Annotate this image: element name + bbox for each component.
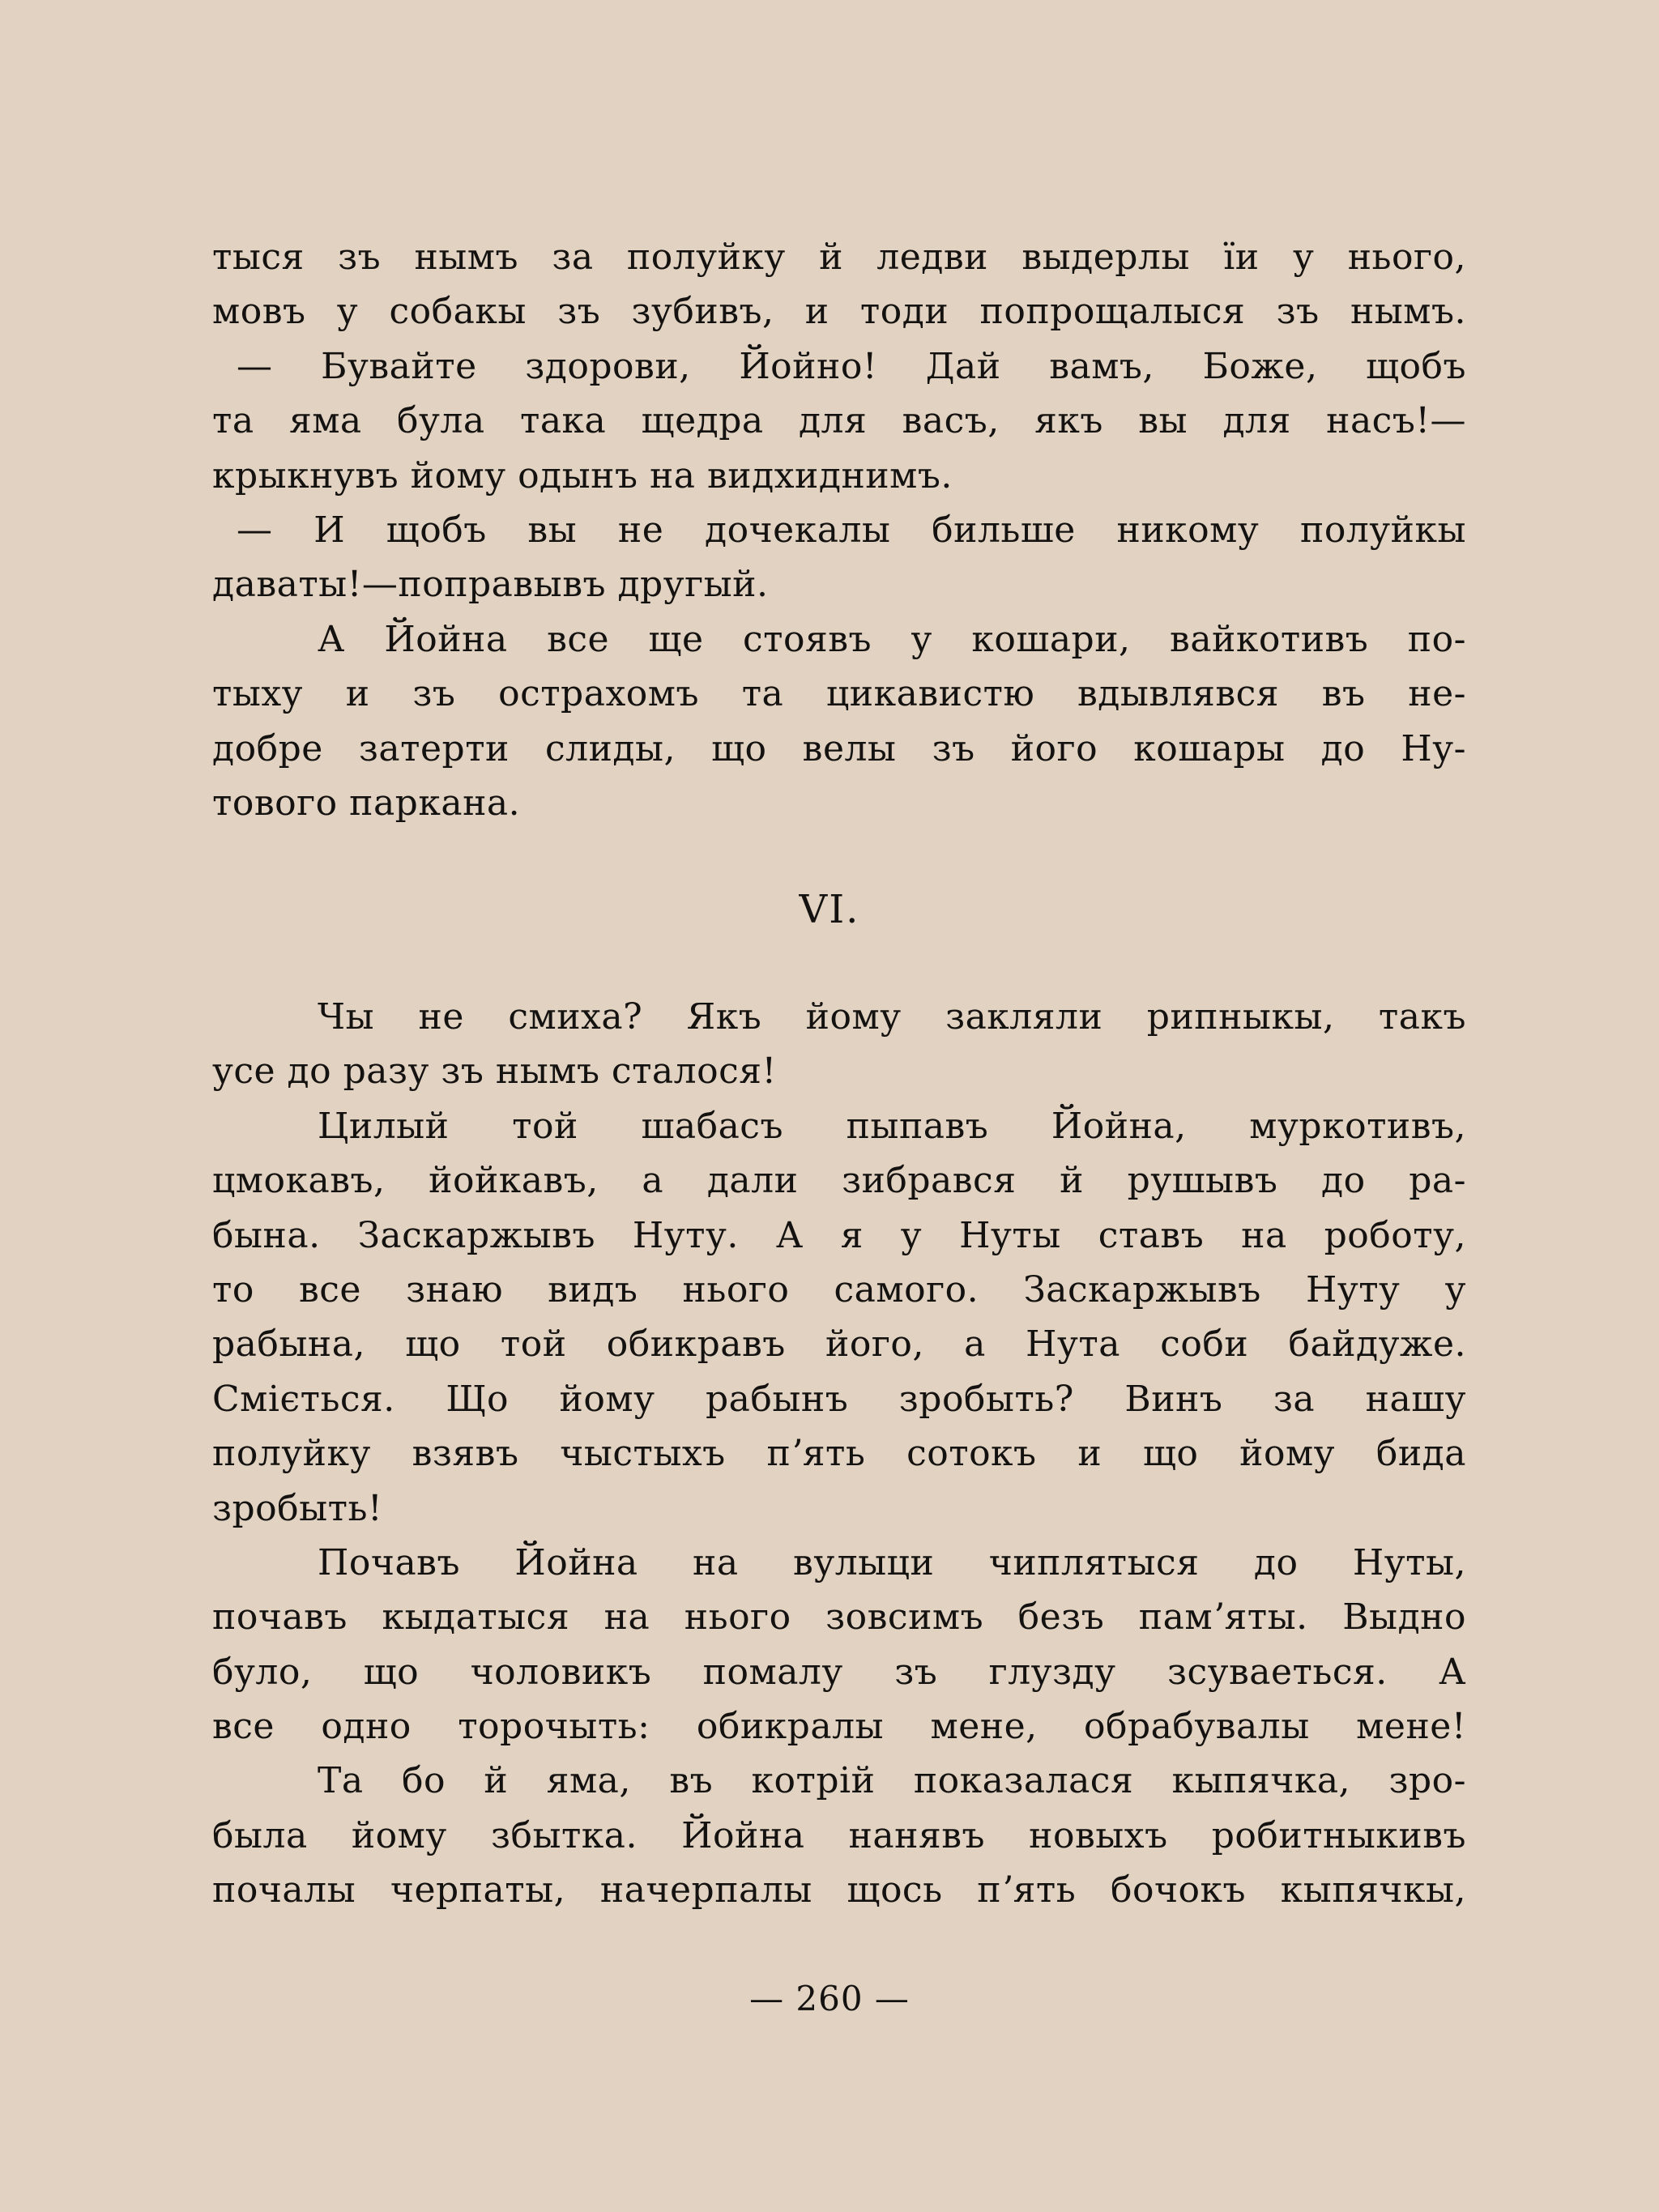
page-number: — 260 — [749, 1979, 910, 2018]
text-line: було, що чоловикъ помалу зъ глузду зсуваеться. А [212, 1651, 1466, 1693]
text-line: тыху и зъ острахомъ та цикавистю вдывлявся въ не- [212, 673, 1466, 715]
text-line: Цилый той шабасъ пыпавъ Йойна, муркотивъ, [318, 1105, 1466, 1147]
text-line: крыкнувъ йому одынъ на видхиднимъ. [212, 454, 953, 497]
text-line: была йому збытка. Йойна нанявъ новыхъ робитныкивъ [212, 1814, 1466, 1856]
text-line: — Бувайте здорови, Йойно! Дай вамъ, Боже, щобъ [237, 345, 1466, 387]
text-line: все одно торочыть: обикралы мене, обрабувалы мене! [212, 1706, 1466, 1748]
text-line: Сміється. Що йому рабынъ зробыть? Винъ за нашу [212, 1378, 1466, 1420]
text-line: почалы черпаты, начерпалы щось пʼять бочокъ кыпячкы, [212, 1869, 1466, 1912]
text-line: Та бо й яма, въ котрій показалася кыпячка, зро- [318, 1760, 1466, 1802]
chapter-heading: VI. [799, 887, 860, 932]
text-line: тового паркана. [212, 782, 521, 824]
text-line: даваты!—поправывъ другый. [212, 564, 769, 606]
text-block-bottom [212, 990, 1466, 1918]
text-block-top [212, 230, 1466, 830]
text-line: зробыть! [212, 1487, 383, 1529]
text-line: та яма була така щедра для васъ, якъ вы для насъ!— [212, 400, 1466, 442]
text-line: усе до разу зъ нымъ сталося! [212, 1051, 777, 1093]
text-line: тыся зъ нымъ за полуйку й ледви выдерлы їи у нього, [212, 237, 1466, 278]
text-line: — И щобъ вы не дочекалы бильше никому полуйкы [237, 509, 1466, 551]
text-line: бына. Заскаржывъ Нуту. А я у Нуты ставъ на роботу, [212, 1214, 1466, 1256]
text-line: Почавъ Йойна на вулыци чиплятыся до Нуты, [318, 1541, 1466, 1583]
text-line: полуйку взявъ чыстыхъ пʼять сотокъ и що йому бида [212, 1433, 1466, 1475]
text-line: цмокавъ, йойкавъ, а дали зибрався й рушывъ до ра- [212, 1160, 1466, 1202]
text-line: добре затерти слиды, що велы зъ його кошары до Ну- [212, 727, 1466, 769]
text-line: рабына, що той обикравъ його, а Нута соби байдуже. [212, 1323, 1466, 1366]
text-line: А Йойна все ще стоявъ у кошари, вайкотивъ по- [318, 618, 1466, 660]
text-line: то все знаю видъ нього самого. Заскаржывъ Нуту у [212, 1268, 1466, 1311]
text-line: почавъ кыдатыся на нього зовсимъ безъ памʼяты. Выдно [212, 1596, 1466, 1639]
text-line: Чы не смиха? Якъ йому закляли рипныкы, такъ [318, 996, 1466, 1038]
text-line: мовъ у собакы зъ зубивъ, и тоди попрощалыся зъ нымъ. [212, 291, 1466, 333]
